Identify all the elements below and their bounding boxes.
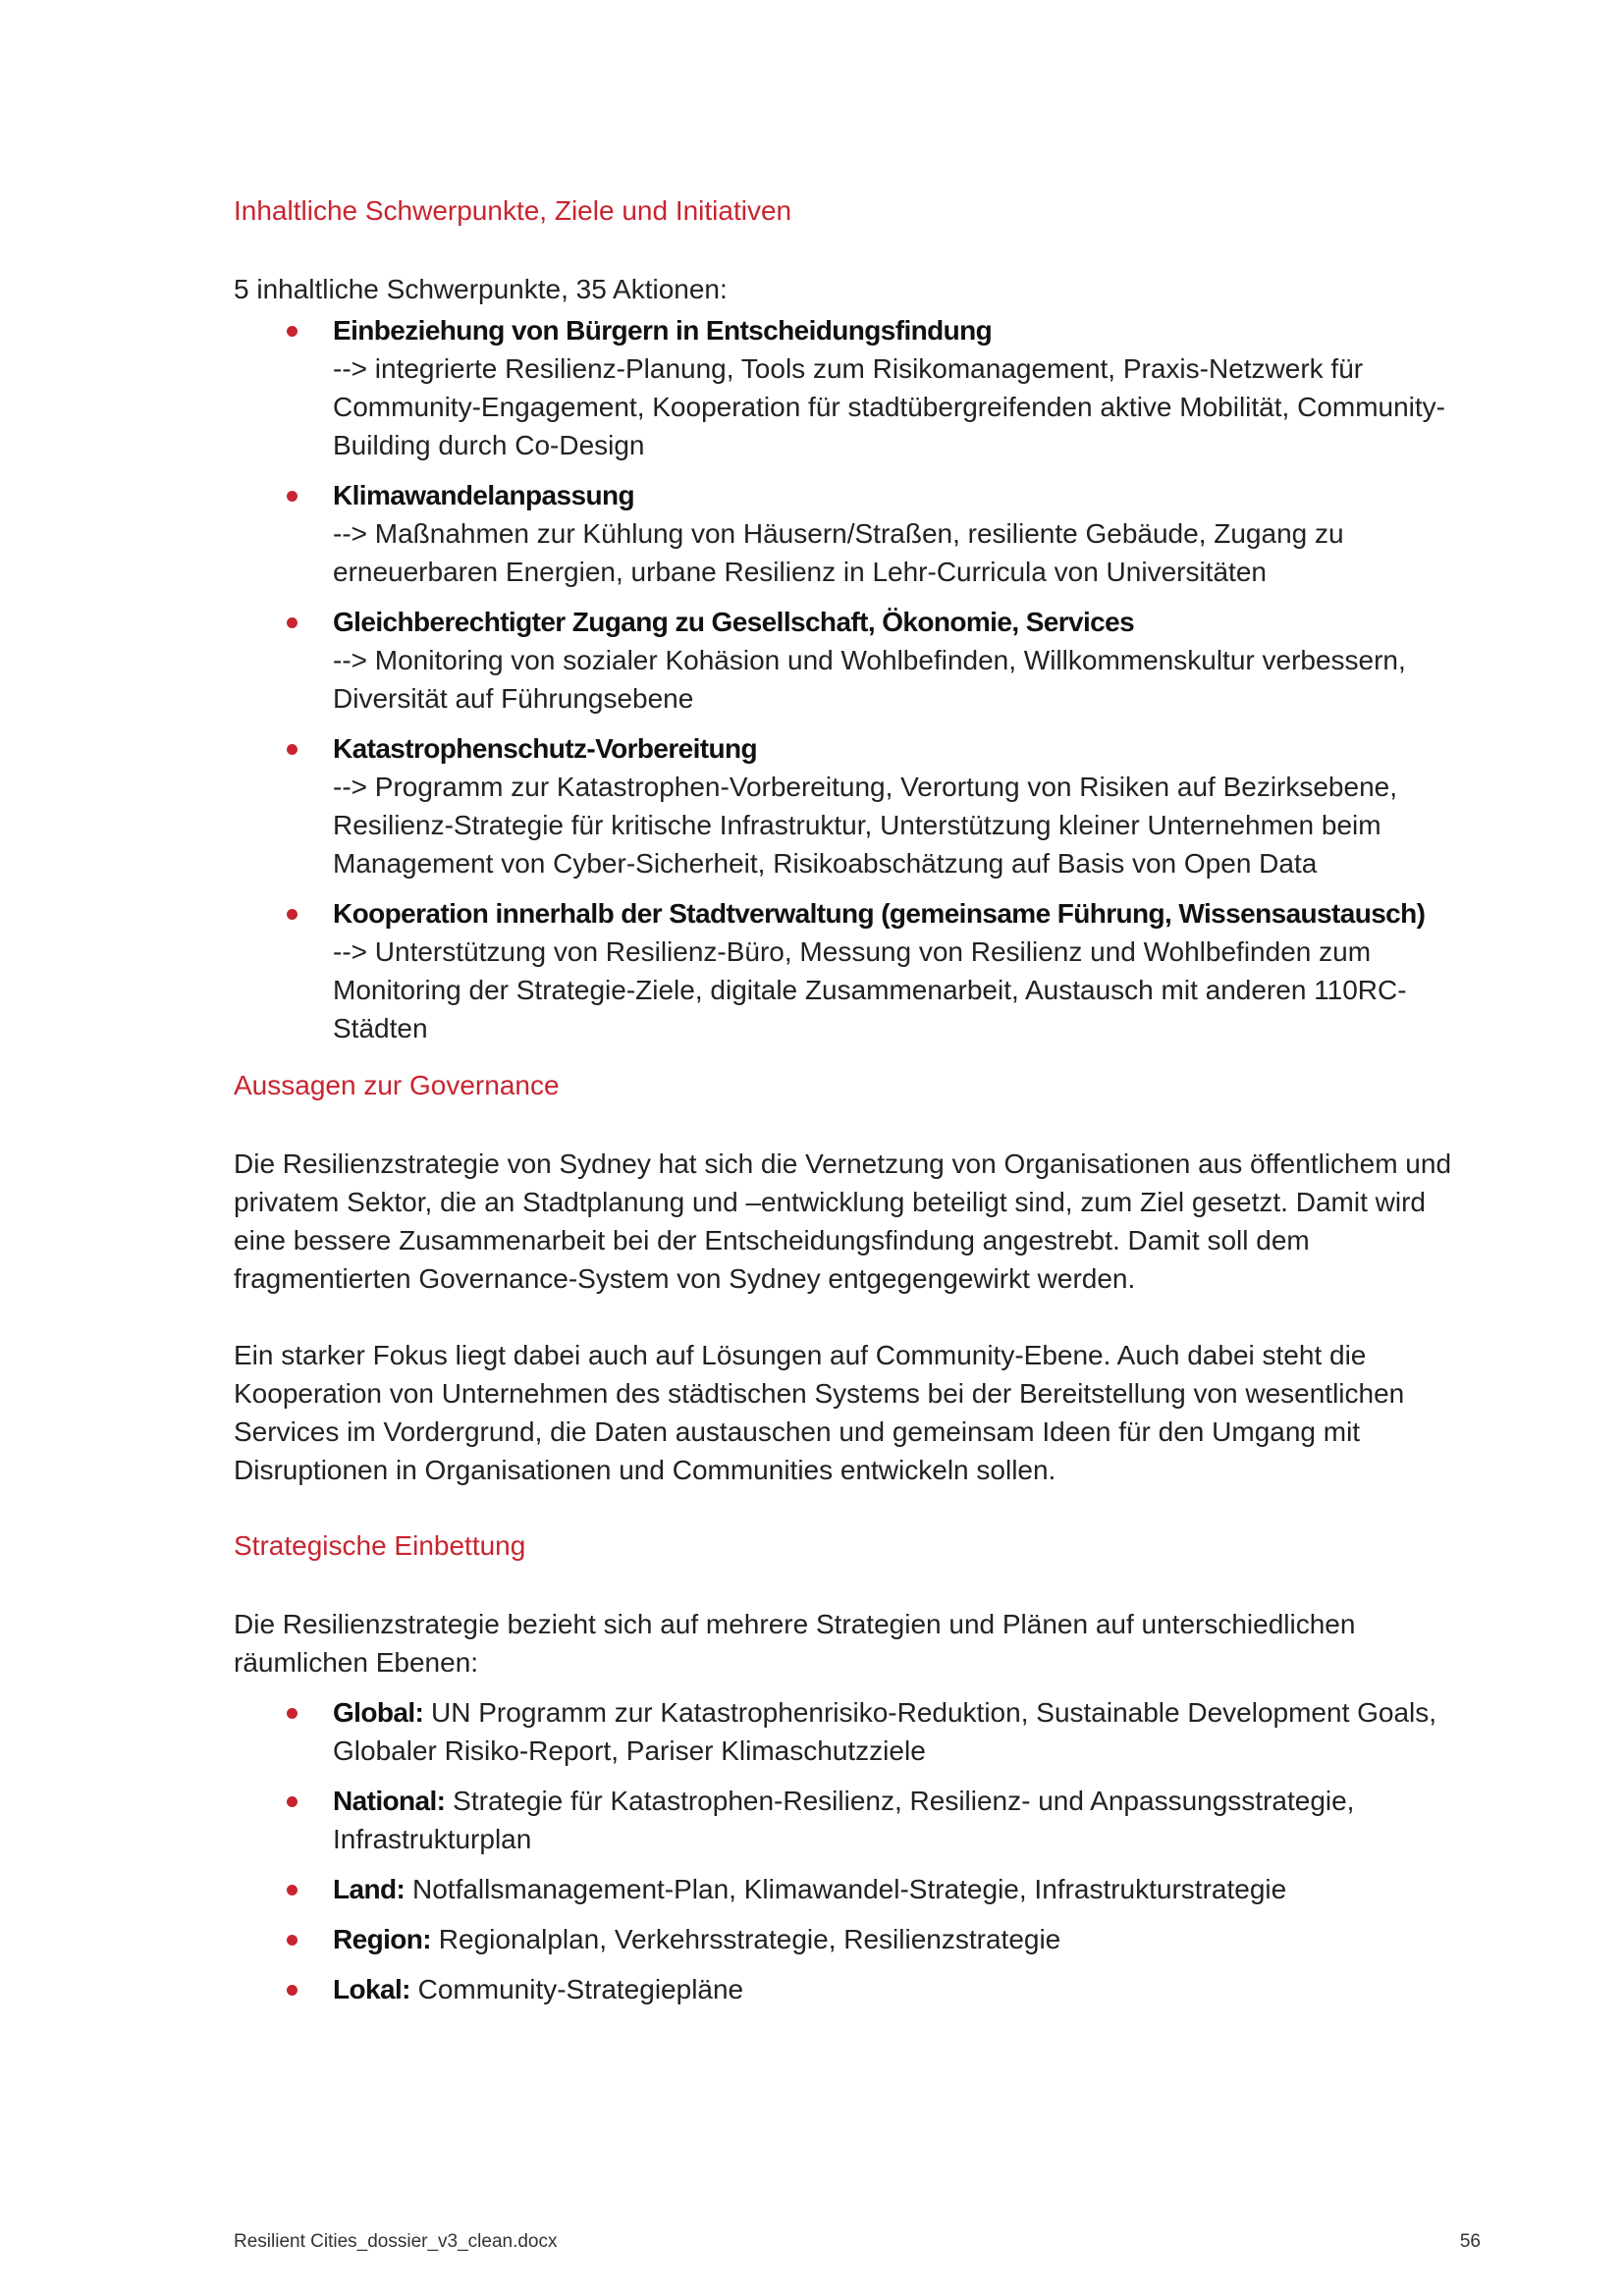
section-heading-schwerpunkte: Inhaltliche Schwerpunkte, Ziele und Initiativen [234,195,792,226]
section-heading-einbettung: Strategische Einbettung [234,1530,526,1561]
bullet-icon [287,491,298,502]
list-item [333,311,1481,464]
bullet-icon [287,744,298,755]
list-item [333,1870,1481,1908]
bullet-icon [287,1985,298,1996]
bullet-icon [287,1885,298,1896]
list-item-title: Global: [333,1697,424,1728]
list-item-title: Einbeziehung von Bürgern in Entscheidungsfindung [333,315,993,346]
list-item-text: --> Unterstützung von Resilienz-Büro, Messung von Resilienz und Wohlbefinden zum Monitoring der Strategie-Ziele, digitale Zusammenarbeit, Austausch mit anderen 110RC-Städten [333,936,1407,1043]
list-item [333,1693,1481,1770]
list-item [333,1920,1481,1958]
list-item-text: UN Programm zur Katastrophenrisiko-Reduktion, Sustainable Development Goals, Globaler Risiko-Report, Pariser Klimaschutzziele [333,1697,1437,1766]
list-item-text: --> Maßnahmen zur Kühlung von Häusern/Straßen, resiliente Gebäude, Zugang zu erneuerbaren Energien, urbane Resilienz in Lehr-Curricula von Universitäten [333,518,1344,587]
list-item-title: Lokal: [333,1974,410,2004]
list-item-text: Strategie für Katastrophen-Resilienz, Resilienz- und Anpassungsstrategie, Infrastrukturplan [333,1786,1355,1854]
bullet-icon [287,326,298,337]
schwerpunkte-list [234,311,1481,1047]
einbettung-intro: Die Resilienzstrategie bezieht sich auf mehrere Strategien und Plänen auf unterschiedlichen räumlichen Ebenen: [234,1609,1356,1678]
list-item [333,1970,1481,2008]
list-item-text: Community-Strategiepläne [417,1974,744,2004]
bullet-icon [287,617,298,628]
einbettung-list [234,1693,1481,2008]
list-item [333,729,1481,882]
bullet-icon [287,1708,298,1719]
bullet-icon [287,909,298,920]
footer-page-number: 56 [1459,2231,1481,2252]
list-item-title: Gleichberechtigter Zugang zu Gesellschaft, Ökonomie, Services [333,607,1135,637]
list-item-text: --> Programm zur Katastrophen-Vorbereitung, Verortung von Risiken auf Bezirksebene, Resilienz-Strategie für kritische Infrastruktur, Unterstützung kleiner Unternehmen beim Management von Cyber-Sicherheit, Risikoabschätzung auf Basis von Open Data [333,772,1398,879]
document-page [234,192,1481,2020]
list-item-title: Land: [333,1874,406,1904]
list-item [333,476,1481,591]
list-item [333,1782,1481,1858]
list-item-text: Notfallsmanagement-Plan, Klimawandel-Strategie, Infrastrukturstrategie [412,1874,1287,1904]
list-item-title: National: [333,1786,446,1816]
list-item-text: --> Monitoring von sozialer Kohäsion und Wohlbefinden, Willkommenskultur verbessern, Diversität auf Führungsebene [333,645,1406,714]
list-item-text: Regionalplan, Verkehrsstrategie, Resilienzstrategie [438,1924,1061,1954]
footer-filename: Resilient Cities_dossier_v3_clean.docx [234,2231,558,2252]
list-item-title: Region: [333,1924,432,1954]
governance-paragraph: Die Resilienzstrategie von Sydney hat sich die Vernetzung von Organisationen aus öffentlichem und privatem Sektor, die an Stadtplanung und –entwicklung beteiligt sind, zum Ziel gesetzt. Damit wird eine bessere Zusammenarbeit bei der Entscheidungsfindung angestrebt. Damit soll dem fragmentierten Governance-System von Sydney entgegengewirkt werden. [234,1148,1452,1294]
list-item-title: Kooperation innerhalb der Stadtverwaltung (gemeinsame Führung, Wissensaustausch) [333,898,1426,929]
list-item [333,603,1481,718]
list-item [333,894,1481,1047]
bullet-icon [287,1935,298,1946]
bullet-icon [287,1796,298,1807]
list-item-title: Katastrophenschutz-Vorbereitung [333,733,758,764]
schwerpunkte-intro: 5 inhaltliche Schwerpunkte, 35 Aktionen: [234,274,728,304]
list-item-text: --> integrierte Resilienz-Planung, Tools zum Risikomanagement, Praxis-Netzwerk für Community-Engagement, Kooperation für stadtübergreifenden aktive Mobilität, Community-Building durch Co-Design [333,353,1446,460]
list-item-title: Klimawandelanpassung [333,480,634,510]
governance-paragraph: Ein starker Fokus liegt dabei auch auf Lösungen auf Community-Ebene. Auch dabei steht die Kooperation von Unternehmen des städtischen Systems bei der Bereitstellung von wesentlichen Services im Vordergrund, die Daten austauschen und gemeinsam Ideen für den Umgang mit Disruptionen in Organisationen und Communities entwickeln sollen. [234,1340,1405,1485]
section-heading-governance: Aussagen zur Governance [234,1070,560,1100]
